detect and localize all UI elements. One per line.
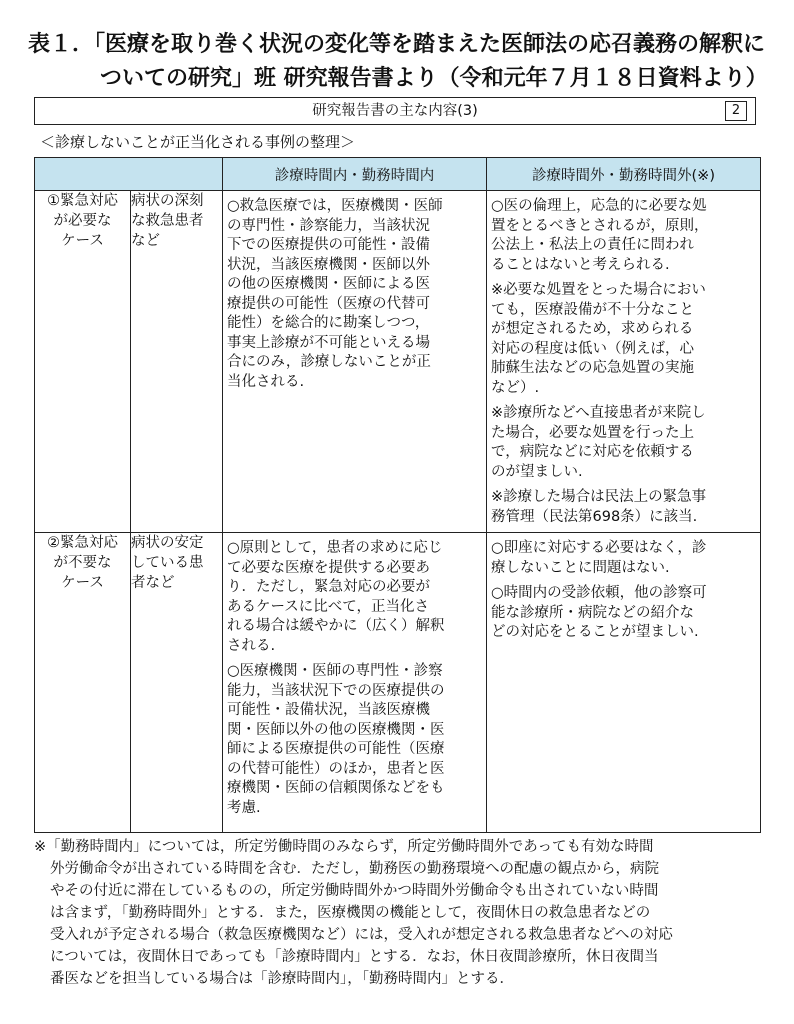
in-hours-cell — [223, 533, 487, 833]
text-line: 肺蘇生法などの応急処置の実施 — [491, 360, 694, 376]
table-row — [35, 191, 761, 533]
text-line: 下での医療提供の可能性・設備 — [227, 237, 430, 253]
text-line: ○即座に対応する必要はなく，診 — [491, 540, 707, 556]
case-label — [35, 191, 131, 533]
text-line: が想定されるため，求められる — [491, 321, 694, 337]
footnote-line: については，夜間休日であっても「診療時間内」とする．なお，休日夜間診療所，休日夜間当 — [50, 949, 659, 965]
text-line: ○原則として，患者の求めに応じ — [227, 540, 443, 556]
text-line: される. — [227, 637, 276, 654]
bullet-item — [491, 488, 754, 527]
banner-text: 研究報告書の主な内容(3) — [312, 103, 478, 119]
footnote-line: やその付近に滞在しているものの，所定労働時間外かつ時間外労働命令も出されていない時間 — [50, 883, 659, 899]
text-line: が不要な — [53, 555, 112, 571]
bullet-item — [227, 662, 480, 818]
text-line: ○時間内の受診依頼，他の診察可 — [491, 585, 707, 601]
text-line: 事実上診療が不可能といえる場 — [227, 334, 430, 351]
text-line: 療機関・医師の信頼関係などをも — [227, 780, 445, 796]
out-hours-cell — [487, 191, 761, 533]
text-line: 公法上・私法上の責任に問われ — [491, 237, 694, 253]
text-line: のが望ましい. — [491, 463, 583, 480]
bullet-item — [491, 404, 754, 482]
footnote-line: ※「勤務時間内」については，所定労働時間のみならず，所定労働時間外であっても有効な時間 — [34, 839, 654, 855]
title-line-1: 表１．「医療を取り巻く状況の変化等を踏まえた医師法の応召義務の解釈に — [28, 32, 766, 57]
bullet-item — [227, 539, 480, 656]
text-line: ※診療した場合は民法上の緊急事 — [491, 489, 707, 505]
text-line: 病状の深刻 — [131, 193, 204, 209]
footnote-line: 受入れが予定される場合（救急医療機関など）には，受入れが想定される救急患者などへの対応 — [50, 927, 673, 943]
text-line: 病状の安定 — [131, 535, 204, 551]
header-out-hours: 診療時間外・勤務時間外(※) — [487, 158, 761, 191]
text-line: 関・医師以外の他の医療機関・医 — [227, 721, 445, 738]
text-line: どの対応をとることが望ましい. — [491, 624, 699, 640]
out-hours-cell — [487, 533, 761, 833]
text-line: が必要な — [53, 213, 112, 229]
text-line: ※診療所などへ直接患者が来院し — [491, 405, 706, 421]
text-line: 療しないことに問題はない. — [491, 559, 670, 576]
text-line: 療提供の可能性（医療の代替可 — [227, 295, 430, 312]
text-line: り．ただし，緊急対応の必要が — [227, 579, 430, 595]
text-line: など）. — [491, 379, 540, 396]
patient-type — [131, 533, 223, 833]
table-header-row — [35, 158, 761, 191]
text-line: ることはないと考えられる. — [491, 256, 670, 273]
section-banner — [34, 97, 756, 125]
header-blank — [35, 158, 223, 191]
text-line: の専門性・診察能力，当該状況 — [227, 217, 430, 234]
text-line: ケース — [61, 575, 104, 591]
subheading: ＜診療しないことが正当化される事例の整理＞ — [40, 133, 356, 151]
text-line: 当化される. — [227, 373, 305, 390]
footnote-line: 番医などを担当している場合は「診療時間内」，「勤務時間内」とする． — [50, 971, 514, 987]
bullet-item — [491, 281, 754, 398]
bullet-item — [491, 539, 754, 578]
text-line: で，病院などに対応を依頼する — [491, 444, 694, 460]
text-line: 能な診療所・病院などの紹介な — [491, 604, 694, 621]
footnote-line: 外労働命令が出されている時間を含む．ただし，勤務医の勤務環境への配慮の観点から，病院 — [50, 861, 659, 877]
text-line: している患 — [131, 555, 204, 571]
text-line: など — [131, 233, 160, 249]
bullet-item — [491, 197, 754, 275]
in-hours-cell — [223, 191, 487, 533]
title-line-2: ついての研究」班 研究報告書より（令和元年７月１８日資料より） — [100, 66, 768, 91]
page-number-box: 2 — [725, 101, 747, 121]
text-line: 対応の程度は低い（例えば，心 — [491, 340, 694, 357]
text-line: 考慮. — [227, 799, 261, 816]
text-line: ケース — [61, 233, 104, 249]
text-line: の他の医療機関・医師による医 — [227, 276, 430, 292]
text-line: 可能性・設備状況，当該医療機 — [227, 702, 430, 718]
text-line: ○救急医療では，医療機関・医師 — [227, 198, 443, 214]
text-line: 置をとるべきとされるが，原則， — [491, 217, 709, 234]
text-line: 状況，当該医療機関・医師以外 — [227, 256, 430, 273]
text-line: れる場合は緩やかに（広く）解釈 — [227, 618, 445, 634]
footnote — [34, 836, 770, 990]
header-in-hours: 診療時間内・勤務時間内 — [223, 158, 487, 191]
text-line: ※必要な処置をとった場合におい — [491, 282, 706, 298]
text-line: 務管理（民法第698条）に該当. — [491, 508, 698, 525]
footnote-line: は含まず，「勤務時間外」とする．また，医療機関の機能として，夜間休日の救急患者などの — [50, 905, 651, 921]
patient-type — [131, 191, 223, 533]
bullet-item — [491, 584, 754, 643]
text-line: 能力，当該状況下での医療提供の — [227, 682, 445, 699]
text-line: た場合，必要な処置を行った上 — [491, 424, 694, 441]
text-line: 合にのみ，診療しないことが正 — [227, 354, 431, 370]
case-label — [35, 533, 131, 833]
text-line: 能性）を総合的に勘案しつつ， — [227, 315, 430, 331]
cases-table — [34, 157, 761, 833]
text-line: て必要な医療を提供する必要あ — [227, 559, 430, 576]
table-row — [35, 533, 761, 833]
text-line: ○医の倫理上，応急的に必要な処 — [491, 198, 707, 214]
text-line: ①緊急対応 — [47, 193, 118, 209]
text-line: ②緊急対応 — [47, 535, 118, 551]
text-line: な救急患者 — [131, 213, 204, 229]
text-line: の代替可能性）のほか，患者と医 — [227, 760, 445, 777]
text-line: ○医療機関・医師の専門性・診察 — [227, 663, 443, 679]
text-line: 者など — [131, 575, 175, 591]
text-line: ても，医療設備が不十分なこと — [491, 301, 694, 318]
text-line: あるケースに比べて，正当化さ — [227, 598, 429, 615]
text-line: 師による医療提供の可能性（医療 — [227, 741, 445, 757]
bullet-item — [227, 197, 480, 392]
document-title — [28, 28, 768, 96]
